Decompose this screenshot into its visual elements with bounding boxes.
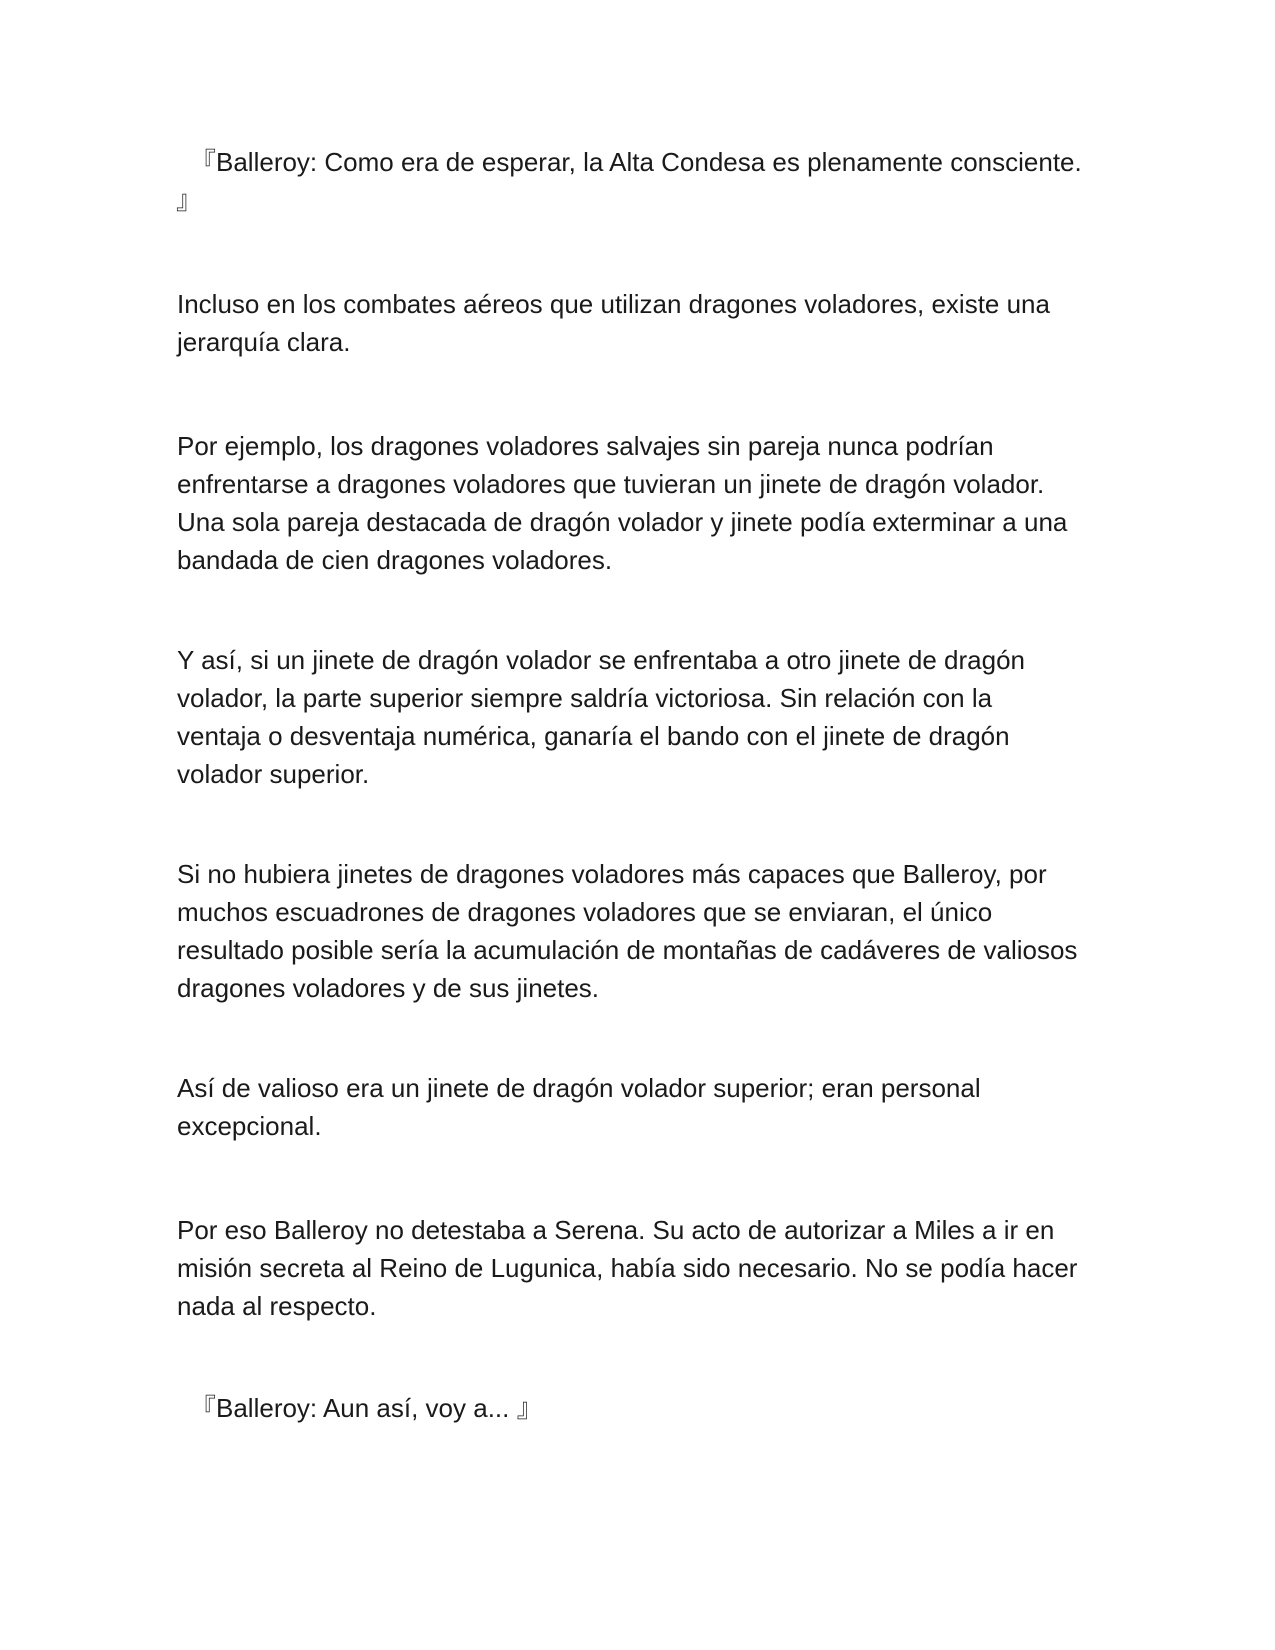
- text-line: 『Balleroy: Como era de esperar, la Alta Condesa es plenamente consciente.: [190, 147, 1082, 177]
- text-line: nada al respecto.: [177, 1291, 377, 1321]
- text-line: volador, la parte superior siempre saldría victoriosa. Sin relación con la: [177, 683, 993, 713]
- text-line: enfrentarse a dragones voladores que tuvieran un jinete de dragón volador.: [177, 469, 1045, 499]
- paragraph-aerial-hierarchy: [177, 285, 1097, 361]
- paragraph-balleroy-capable: [177, 855, 1097, 1007]
- text-line: Así de valioso era un jinete de dragón volador superior; eran personal: [177, 1073, 981, 1103]
- text-line: Si no hubiera jinetes de dragones voladores más capaces que Balleroy, por: [177, 859, 1047, 889]
- text-line: dragones voladores y de sus jinetes.: [177, 973, 600, 1003]
- text-line: Por eso Balleroy no detestaba a Serena. Su acto de autorizar a Miles a ir en: [177, 1215, 1055, 1245]
- text-line: excepcional.: [177, 1111, 322, 1141]
- text-line: Por ejemplo, los dragones voladores salvajes sin pareja nunca podrían: [177, 431, 994, 461]
- text-line: Una sola pareja destacada de dragón volador y jinete podía exterminar a una: [177, 507, 1068, 537]
- text-line: volador superior.: [177, 759, 370, 789]
- paragraph-valuable-rider: [177, 1069, 1097, 1145]
- text-line: ventaja o desventaja numérica, ganaría el bando con el jinete de dragón: [177, 721, 1010, 751]
- text-line: misión secreta al Reino de Lugunica, había sido necesario. No se podía hacer: [177, 1253, 1078, 1283]
- text-line: muchos escuadrones de dragones voladores que se enviaran, el único: [177, 897, 993, 927]
- text-line: resultado posible sería la acumulación de montañas de cadáveres de valiosos: [177, 935, 1078, 965]
- text-line: 』: [176, 185, 203, 215]
- paragraph-rider-vs-rider: [177, 641, 1097, 793]
- text-line: bandada de cien dragones voladores.: [177, 545, 613, 575]
- paragraph-serena: [177, 1211, 1097, 1325]
- paragraph-wild-dragons: [177, 427, 1097, 579]
- dialogue-balleroy-even-so: [190, 1389, 1110, 1427]
- dialogue-balleroy-aware: [176, 143, 1110, 219]
- text-line: jerarquía clara.: [177, 327, 351, 357]
- text-line: 『Balleroy: Aun así, voy a... 』: [190, 1393, 543, 1423]
- text-line: Y así, si un jinete de dragón volador se enfrentaba a otro jinete de dragón: [177, 645, 1025, 675]
- text-line: Incluso en los combates aéreos que utilizan dragones voladores, existe una: [177, 289, 1050, 319]
